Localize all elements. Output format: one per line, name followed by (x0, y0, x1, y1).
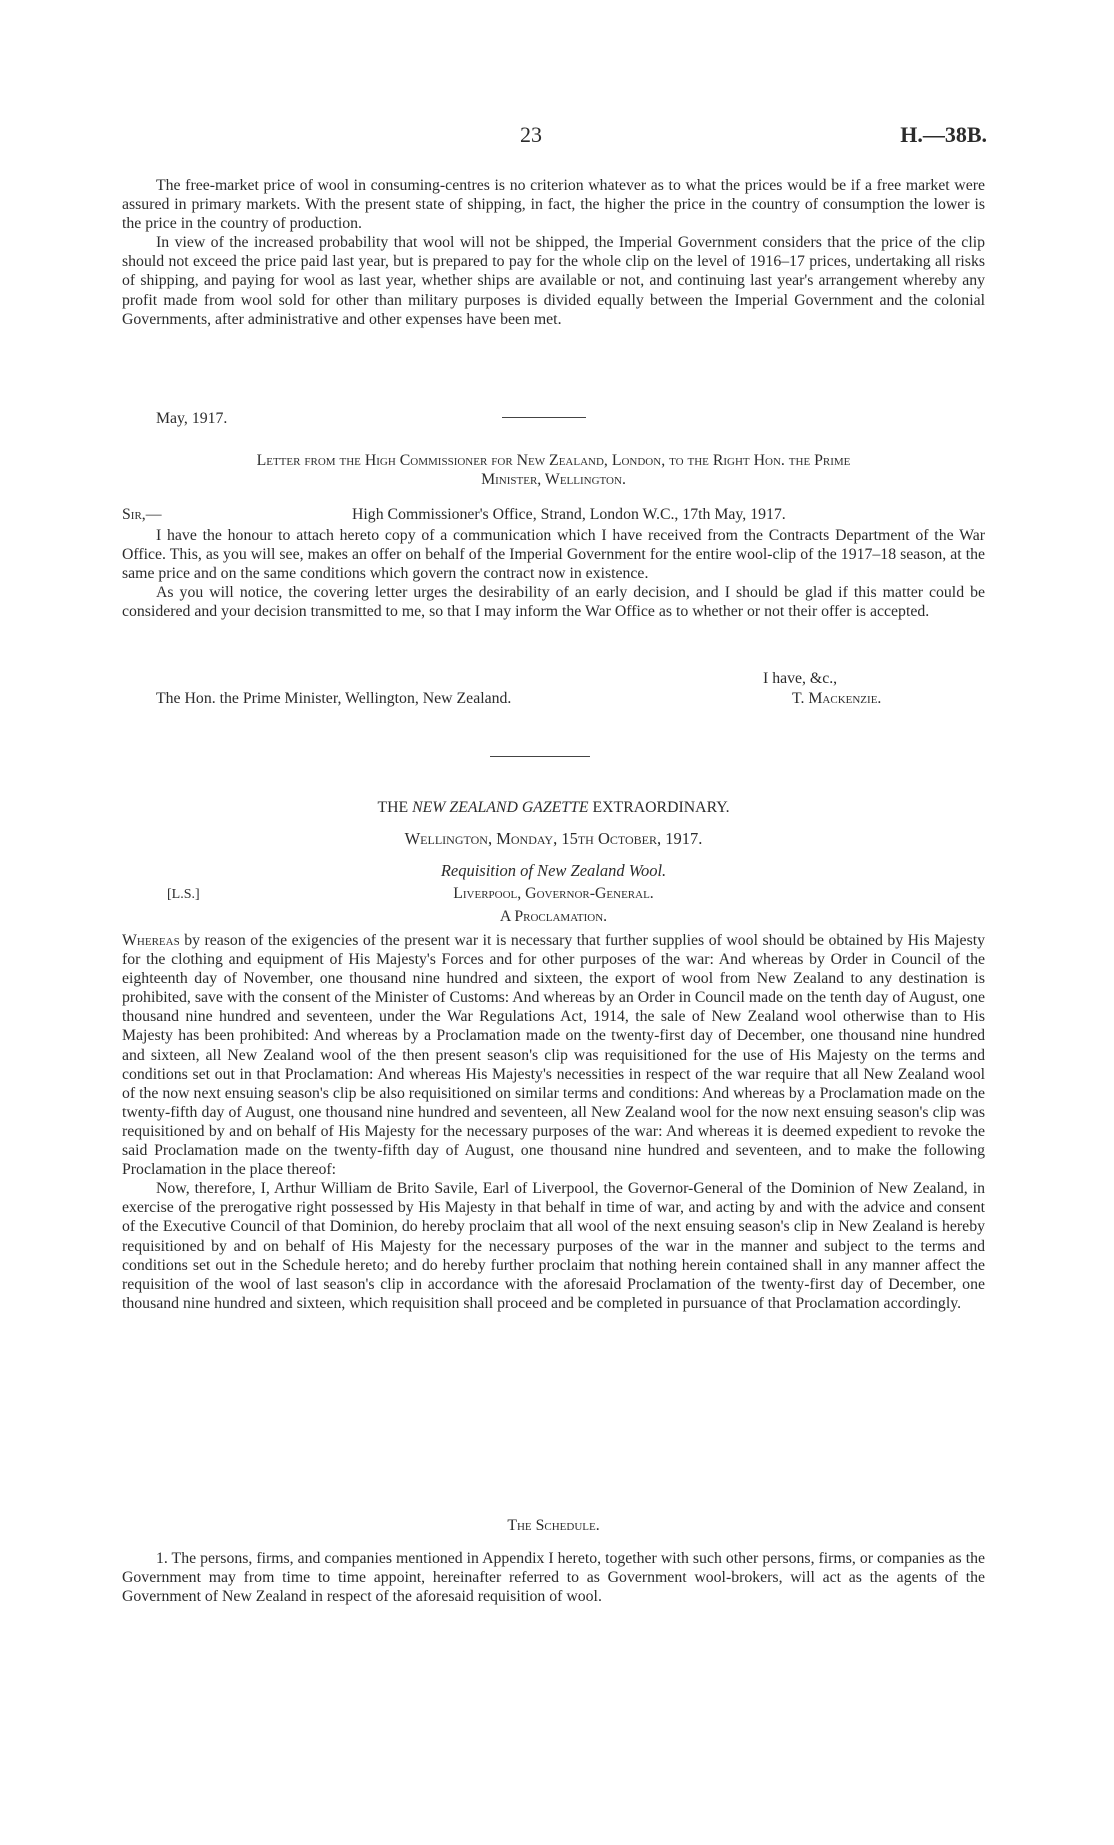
letter-closing: I have, &c., (763, 670, 838, 687)
whereas-lead: Whereas (122, 932, 180, 949)
letter-title-line-2: Minister, Wellington. (481, 471, 626, 488)
gazette-subject: Requisition of New Zealand Wool. (440, 861, 667, 880)
proclamation-heading: A Proclamation. (499, 908, 608, 925)
schedule-heading: The Schedule. (507, 1517, 600, 1534)
paper-reference: H.—38B. (900, 122, 987, 147)
letter-title-line-1: Letter from the High Commissioner for New Zealand, London, to the Right Hon. the Prime (256, 452, 851, 469)
schedule-body (122, 1549, 985, 1606)
divider-section (490, 756, 590, 757)
letter-salutation: Sir,— (122, 506, 162, 523)
gazette-title-prefix: THE (377, 799, 409, 816)
gazette-governor: Liverpool, Governor-General. (453, 885, 654, 902)
letter-address: High Commissioner's Office, Strand, London W.C., 17th May, 1917. (352, 506, 786, 523)
intro-paragraph-1: The free-market price of wool in consuming-centres is no criterion whatever as to what the prices would be if a free market were assured in primary markets. With the present state of shipping, in fact, the higher the price in the country of consumption the lower is the price in the country of production. (122, 177, 985, 233)
gazette-title-name: NEW ZEALAND GAZETTE (412, 799, 589, 816)
page-number: 23 (520, 122, 542, 147)
gazette-date-line: Wellington, Monday, 15th October, 1917. (404, 829, 703, 848)
gazette-title-suffix: EXTRAORDINARY. (592, 799, 730, 816)
letter-title (122, 451, 985, 489)
letter-paragraph-2: As you will notice, the covering letter urges the desirability of an early decision, and I should be glad if this matter could be considered and your decision transmitted to me, so that I may inform the War Office as to whether or not their offer is accepted. (122, 584, 985, 621)
intro-date: May, 1917. (156, 410, 228, 427)
proclamation-paragraph-1-text: by reason of the exigencies of the present war it is necessary that further supplies of wool should be obtained by His Majesty for the clothing and equipment of His Majesty's Forces and for other purposes of the war: And whereas by Order in Council of the eighteenth day of November, one thousand nine hundred and sixteen, the export of wool from New Zealand to any destination is prohibited, save with the consent of the Minister of Customs: And whereas by an Order in Council made on the tenth day of August, one thousand nine hundred and seventeen, under the War Regulations Act, 1914, the sale of New Zealand wool otherwise than to His Majesty has been prohibited: And whereas by a Proclamation made on the twenty-first day of December, one thousand nine hundred and sixteen, all New Zealand wool of the then present season's clip was requisitioned for the use of His Majesty on the terms and conditions set out in that Proclamation: And whereas His Majesty's necessities in respect of the war require that all New Zealand wool of the now next ensuing season's clip be also requisitioned on similar terms and conditions: And whereas by a Proclamation made on the twenty-fifth day of August, one thousand nine hundred and seventeen, all New Zealand wool for the now next ensuing season's clip was requisitioned by and on behalf of His Majesty for the necessary purposes of the war: And whereas it is deemed expedient to revoke the said Proclamation made on the twenty-fifth day of August, one thousand nine hundred and seventeen, and to make the following Proclamation in the place thereof: (122, 932, 985, 1179)
letter-paragraph-1: I have the honour to attach hereto copy of a communication which I have received from the Contracts Department of the War Office. This, as you will see, makes an offer on behalf of the Imperial Government for the entire wool-clip of the 1917–18 season, at the same price and on the same conditions which govern the contract now in existence. (122, 527, 985, 583)
schedule-item-1: 1. The persons, firms, and companies mentioned in Appendix I hereto, together with such other persons, firms, or companies as the Government may from time to time appoint, hereinafter referred to as Government wool-brokers, will act as the agents of the Government of New Zealand in respect of the aforesaid requisition of wool. (122, 1550, 985, 1606)
letter-addressee: The Hon. the Prime Minister, Wellington, New Zealand. (156, 690, 512, 707)
divider-short (502, 417, 586, 418)
proclamation-paragraph-2: Now, therefore, I, Arthur William de Brito Savile, Earl of Liverpool, the Governor-General of the Dominion of New Zealand, in exercise of the prerogative right possessed by His Majesty in that behalf in time of war, and acting by and with the advice and consent of the Executive Council of that Dominion, do hereby proclaim that all wool of the next ensuing season's clip in New Zealand is hereby requisitioned by and on behalf of His Majesty for the necessary purposes of the war in the manner and subject to the terms and conditions set out in the Schedule hereto; and do hereby further proclaim that nothing herein contained shall in any manner affect the requisition of the wool of last season's clip in accordance with the aforesaid Proclamation of the twenty-first day of December, one thousand nine hundred and sixteen, which requisition shall proceed and be completed in pursuance of that Proclamation accordingly. (122, 1180, 985, 1312)
letter-signature: T. Mackenzie. (792, 690, 882, 707)
gazette-title (122, 798, 985, 817)
seal-mark: [L.S.] (167, 887, 200, 902)
proclamation-paragraph-1 (122, 931, 985, 1179)
intro-paragraph-2: In view of the increased probability that wool will not be shipped, the Imperial Government considers that the price of the clip should not exceed the price paid last year, but is prepared to pay for the whole clip on the level of 1916–17 prices, undertaking all risks of shipping, and paying for wool as last year, whether ships are available or not, and continuing last year's arrangement whereby any profit made from wool sold for other than military purposes is divided equally between the Imperial Government and the colonial Governments, after administrative and other expenses have been met. (122, 234, 985, 328)
intro-section (122, 176, 985, 329)
proclamation-body (122, 931, 985, 1313)
letter-body (122, 526, 985, 621)
